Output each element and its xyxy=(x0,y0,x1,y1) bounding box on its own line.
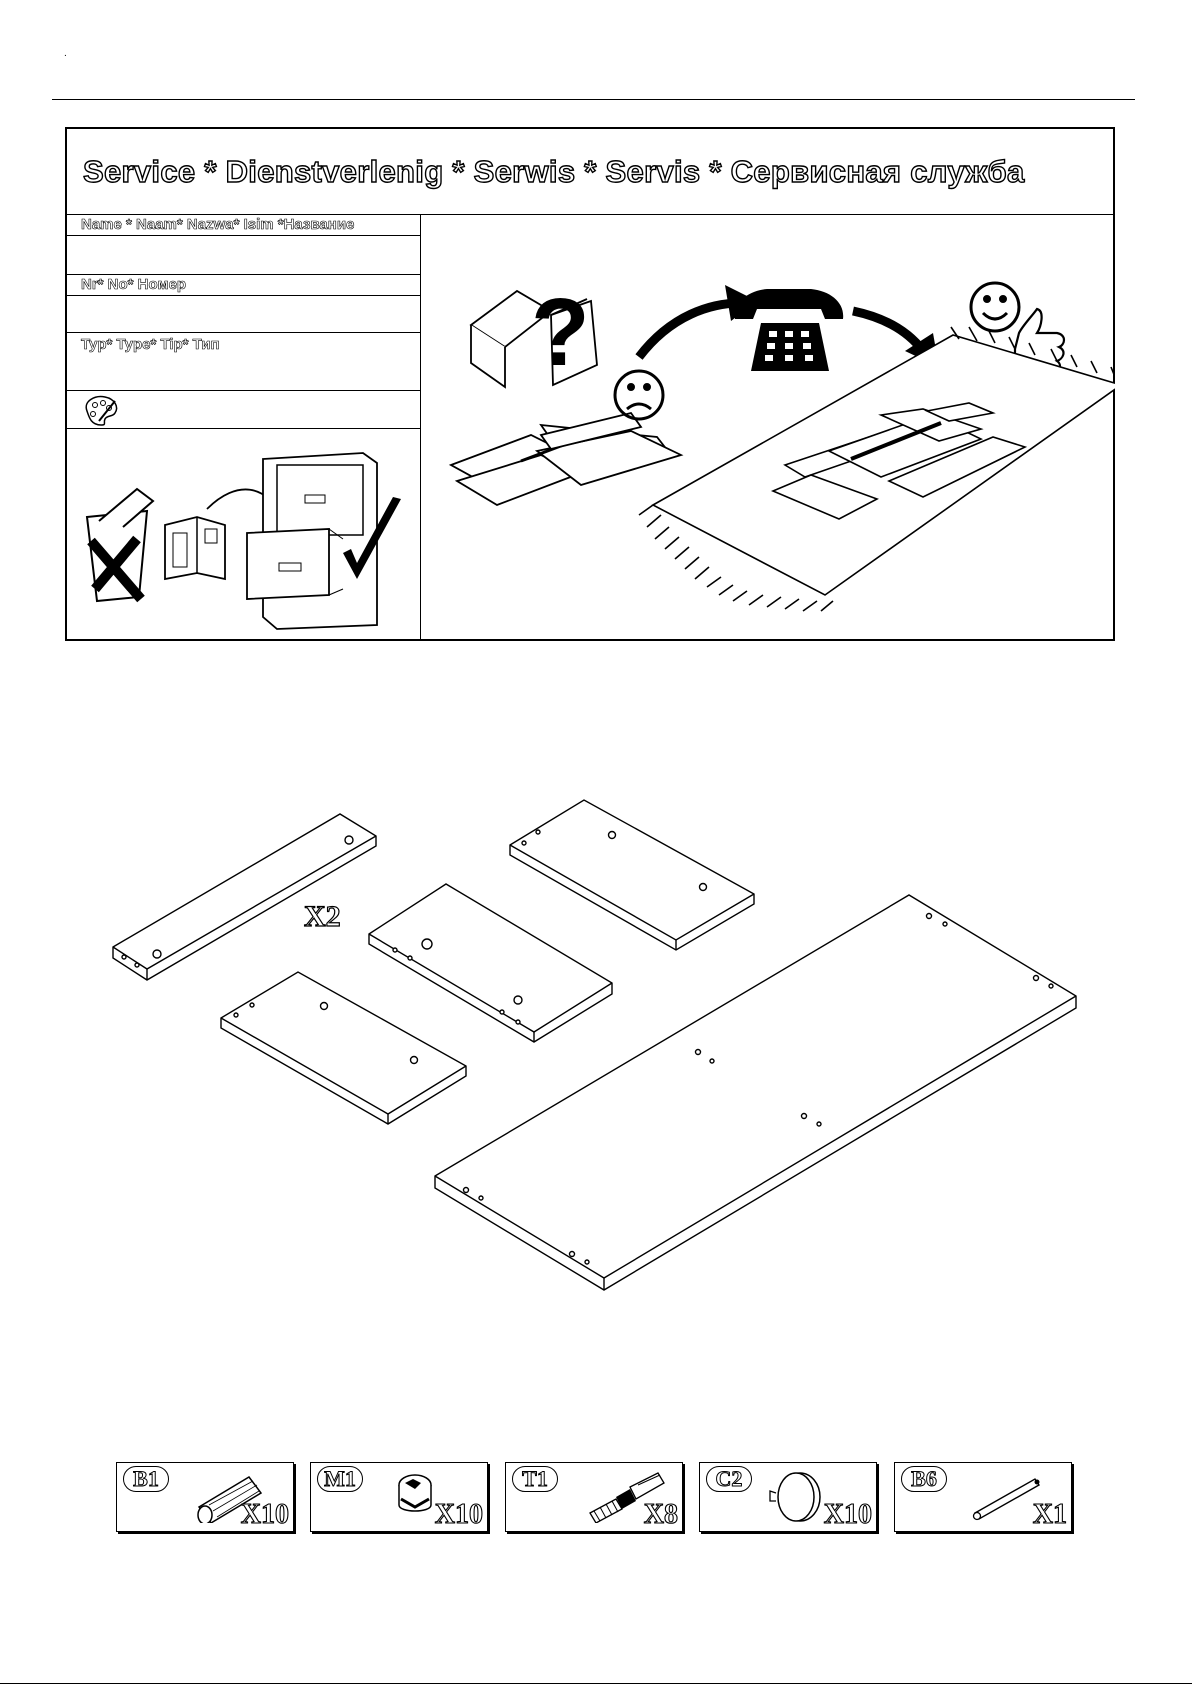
corner-mark: . xyxy=(64,48,67,59)
hardware-qty: X10 xyxy=(823,1499,872,1530)
panels-illustration xyxy=(0,780,1192,1300)
manual-book-icon xyxy=(165,517,225,579)
footer-rule xyxy=(0,1683,1192,1684)
shelf-panel-bottom xyxy=(221,972,466,1124)
hardware-item-b6 xyxy=(894,1462,1072,1532)
cover-cap-icon xyxy=(766,1465,826,1527)
header-rule xyxy=(52,99,1135,100)
service-panel xyxy=(65,127,1115,641)
name-field-label: Name * Naam* Nazwa* Isim *Название xyxy=(67,215,420,236)
hardware-item-b1 xyxy=(116,1462,294,1532)
hardware-item-m1 xyxy=(310,1462,488,1532)
type-field-label: Typ* Type* Tip* Тип xyxy=(81,336,220,353)
hardware-item-c2 xyxy=(699,1462,877,1532)
quantity-label: X2 xyxy=(304,900,341,933)
hardware-item-t1 xyxy=(505,1462,683,1532)
hardware-qty: X1 xyxy=(1032,1499,1067,1530)
hardware-code: B1 xyxy=(123,1466,169,1492)
telephone-icon xyxy=(735,289,843,371)
hardware-qty: X10 xyxy=(434,1499,483,1530)
cam-lock-icon xyxy=(391,1469,441,1529)
trash-bin-icon xyxy=(87,489,153,601)
arrow-to-phone xyxy=(639,303,741,357)
filing-cabinet-icon xyxy=(247,453,377,629)
hardware-qty: X10 xyxy=(240,1499,289,1530)
service-illustration xyxy=(421,215,1115,641)
question-mark-icon: ? xyxy=(531,279,590,386)
hardware-qty: X8 xyxy=(643,1499,678,1530)
service-form xyxy=(67,215,421,639)
number-field xyxy=(67,275,420,333)
name-field xyxy=(67,215,420,275)
keep-manual-illustration xyxy=(67,429,419,641)
hardware-code: C2 xyxy=(706,1466,752,1492)
shelf-panel-top xyxy=(510,800,754,950)
happy-face-icon xyxy=(971,283,1019,331)
type-field xyxy=(67,333,420,391)
side-rail-panel xyxy=(113,814,376,980)
service-title: Service * Dienstverlenig * Serwis * Servis * Сервисная служба xyxy=(67,129,1113,215)
sad-face-icon xyxy=(615,371,663,419)
number-field-label: Nr* No* Номер xyxy=(67,275,420,296)
color-field xyxy=(67,391,420,429)
shelf-panel-middle xyxy=(369,884,612,1042)
hardware-code: M1 xyxy=(317,1466,363,1492)
hardware-code: T1 xyxy=(512,1466,558,1492)
palette-icon xyxy=(81,393,121,427)
hardware-code: B6 xyxy=(901,1466,947,1492)
rug-icon xyxy=(639,327,1115,611)
arrow-to-rug xyxy=(853,311,923,351)
